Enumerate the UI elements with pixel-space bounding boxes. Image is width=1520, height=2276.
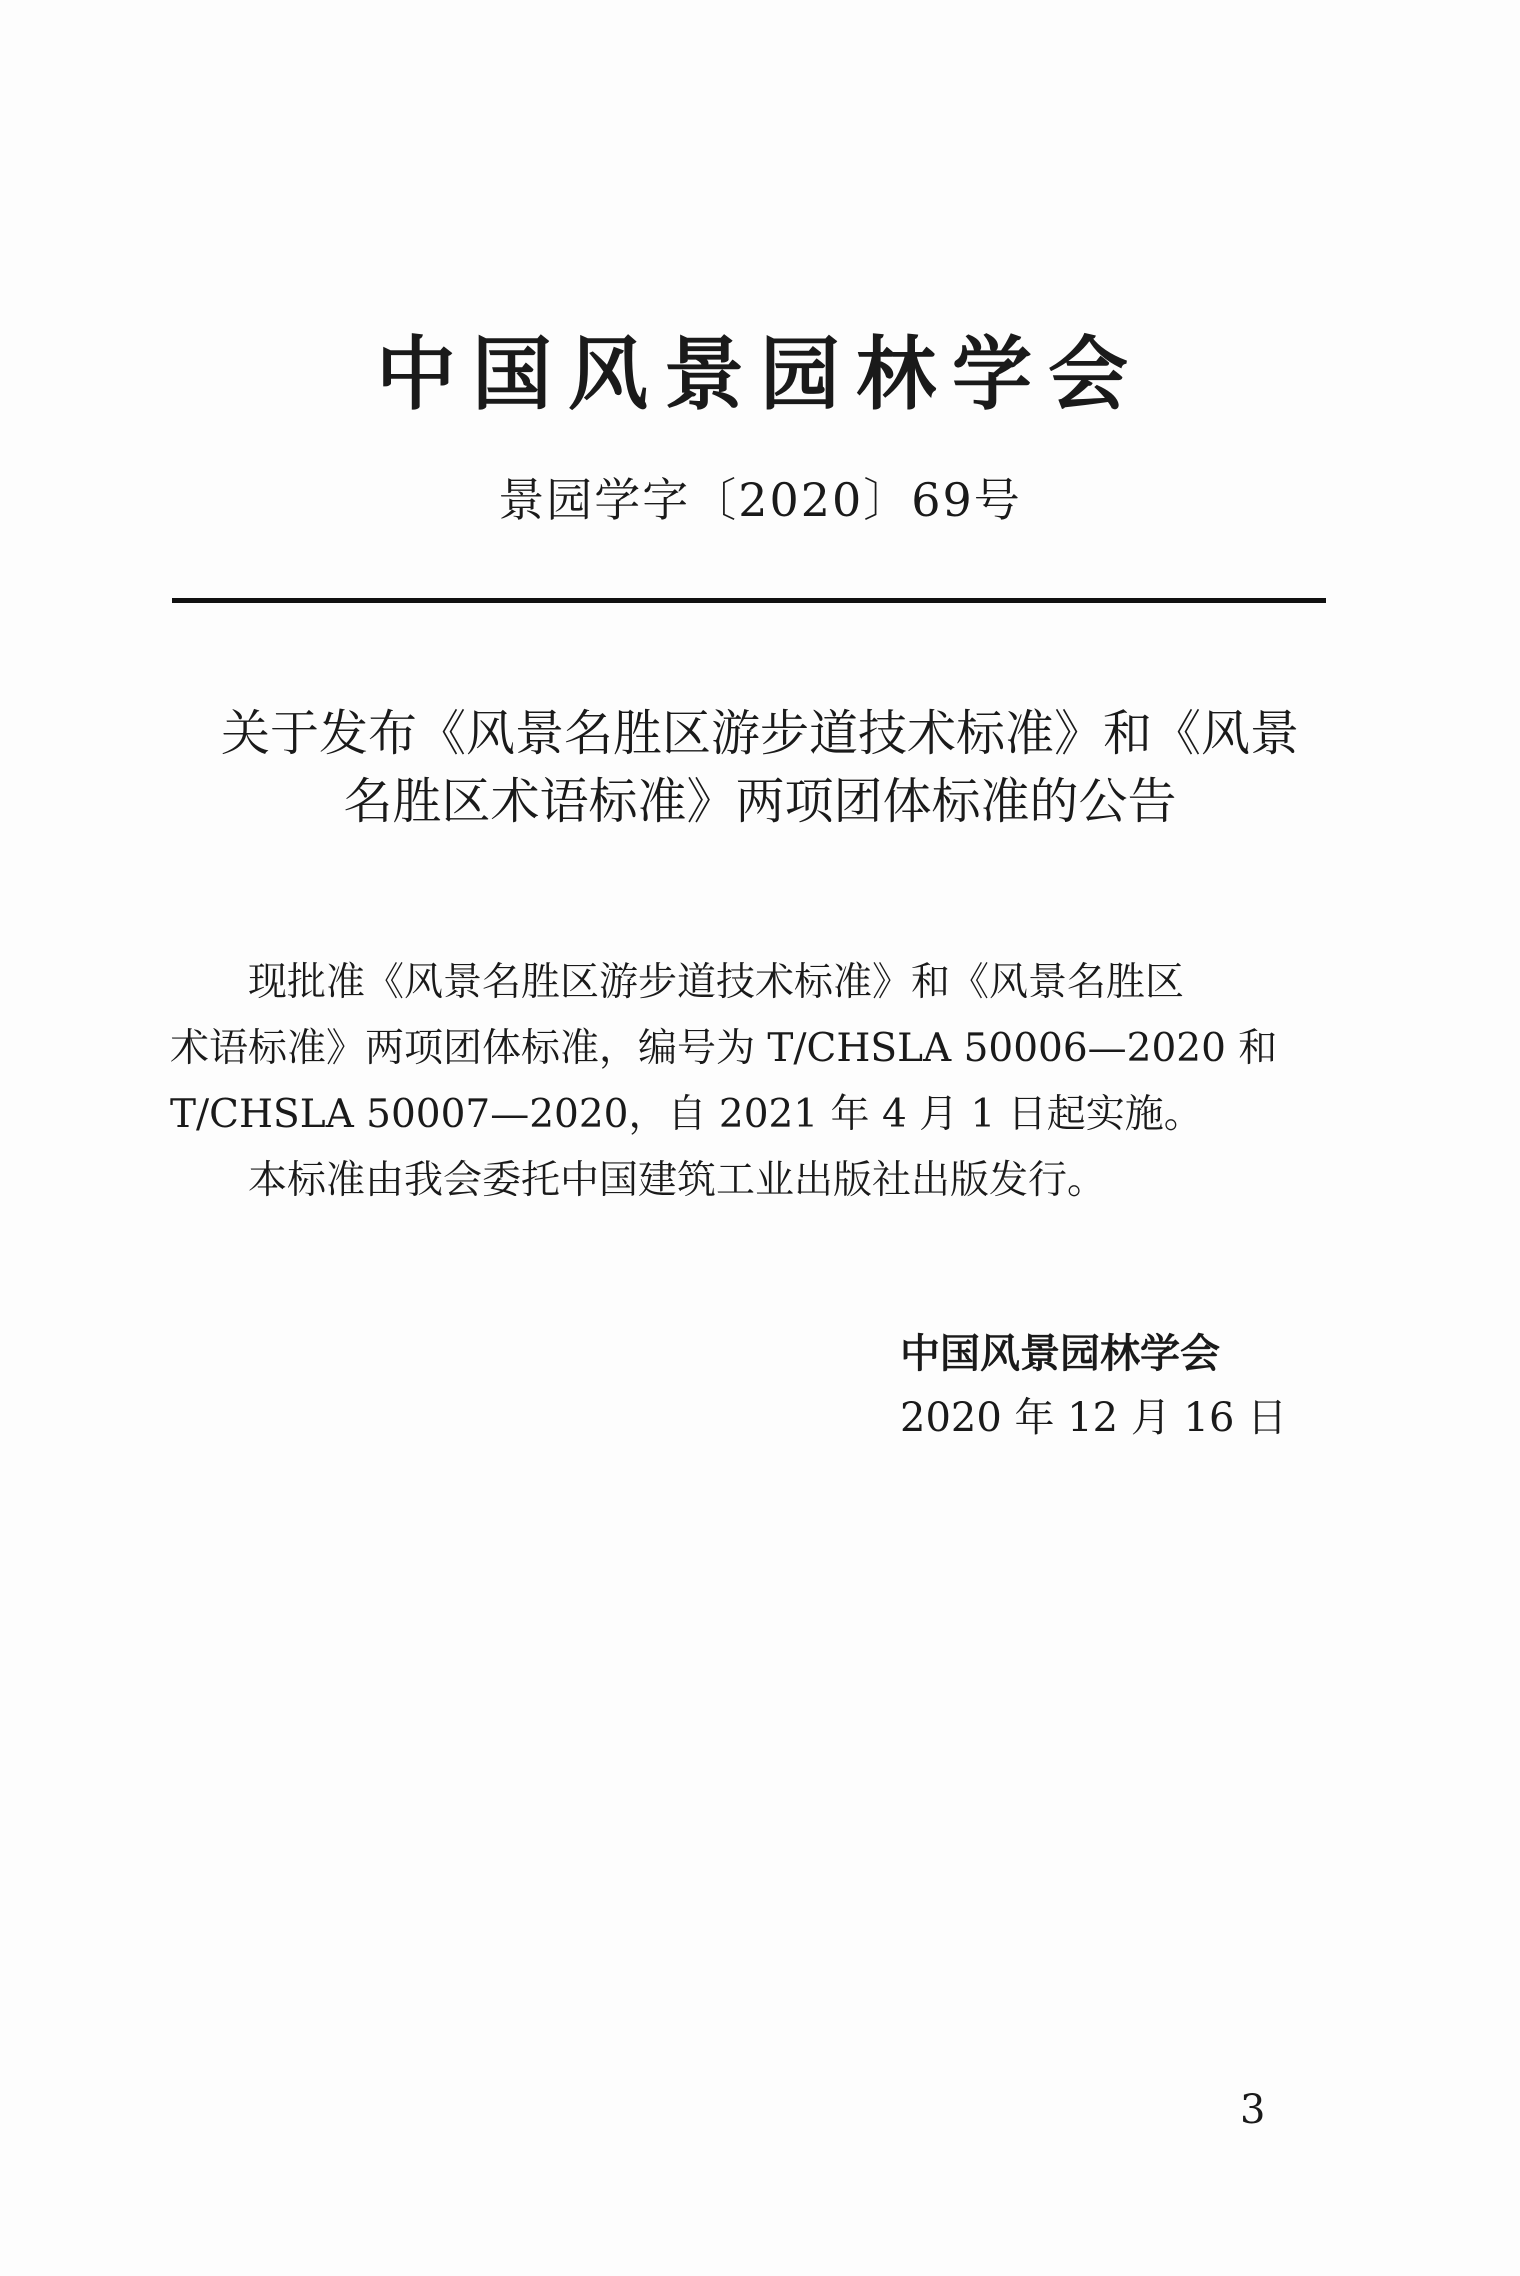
notice-title <box>150 700 1370 836</box>
page-number: 3 <box>1240 2087 1266 2133</box>
document-number: 景园学字〔2020〕69号 <box>498 473 1022 527</box>
signature-block <box>900 1322 1287 1450</box>
header-divider-line <box>172 598 1326 603</box>
body-paragraph-1-line-2: 术语标准》两项团体标准，编号为 T/CHSLA 50006—2020 和 <box>170 1026 1278 1071</box>
body-paragraph-2: 本标准由我会委托中国建筑工业出版社出版发行。 <box>248 1158 1107 1203</box>
issuing-organization-heading: 中国风景园林学会 <box>376 328 1144 421</box>
notice-body <box>170 950 1330 1214</box>
body-paragraph-1-line-1: 现批准《风景名胜区游步道技术标准》和《风景名胜区 <box>248 960 1185 1005</box>
notice-title-line-2: 名胜区术语标准》两项团体标准的公告 <box>343 773 1177 830</box>
notice-title-line-1: 关于发布《风景名胜区游步道技术标准》和《风景 <box>220 705 1299 762</box>
body-paragraph-1 <box>170 950 1330 1148</box>
body-paragraph-1-line-3: T/CHSLA 50007—2020，自 2021 年 4 月 1 日起实施。 <box>170 1092 1203 1137</box>
signature-date: 2020 年 12 月 16 日 <box>900 1395 1288 1441</box>
signature-organization: 中国风景园林学会 <box>900 1331 1220 1377</box>
